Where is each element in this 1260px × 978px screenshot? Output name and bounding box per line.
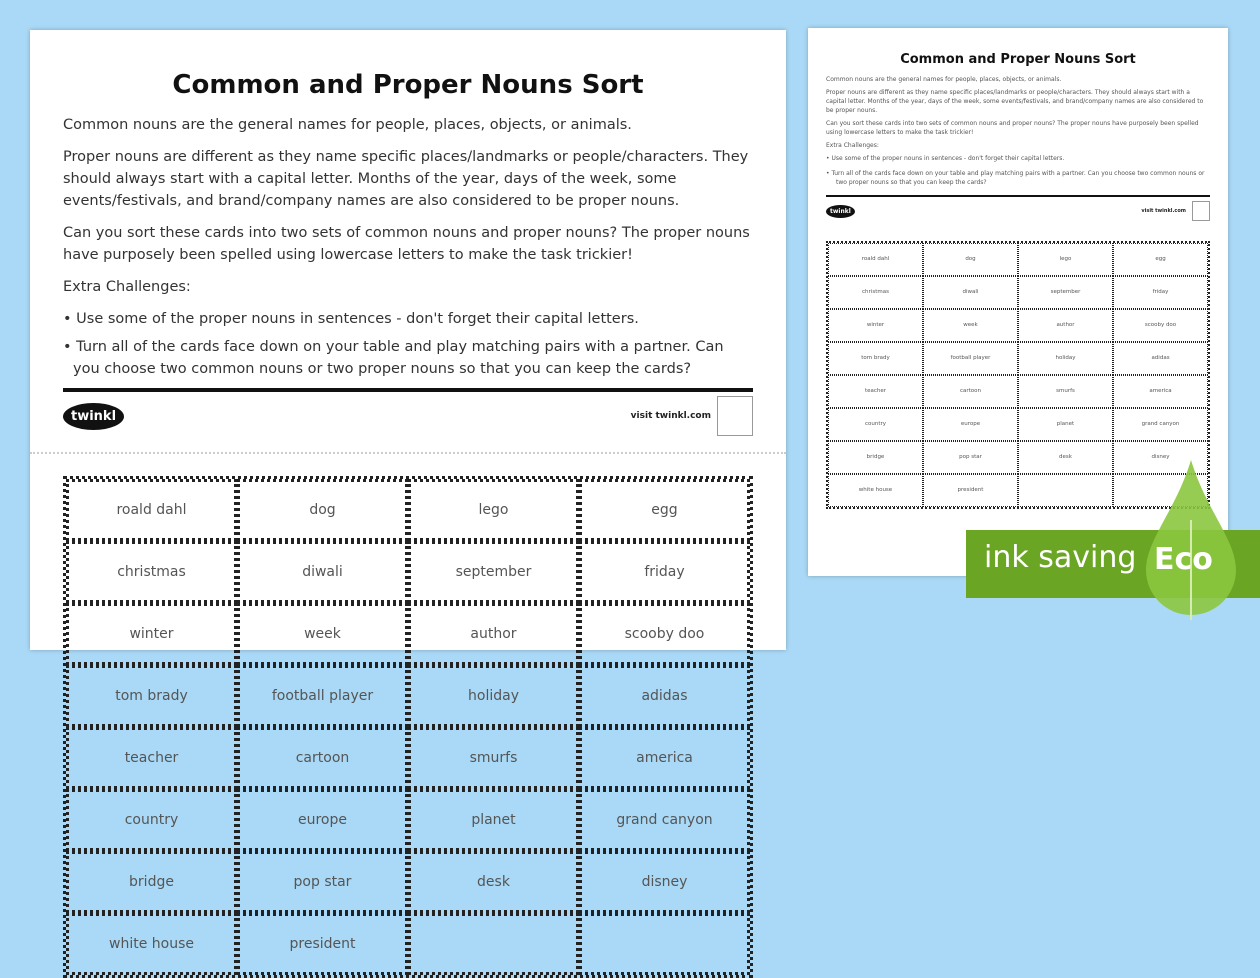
visit-link: visit twinkl.com xyxy=(1141,208,1186,214)
noun-card: adidas xyxy=(579,665,750,727)
noun-card: september xyxy=(1018,276,1113,309)
noun-card xyxy=(408,913,579,975)
noun-card: friday xyxy=(579,541,750,603)
noun-card: friday xyxy=(1113,276,1208,309)
noun-card: smurfs xyxy=(408,727,579,789)
noun-card: football player xyxy=(923,342,1018,375)
worksheet-title: Common and Proper Nouns Sort xyxy=(900,52,1136,67)
noun-card: diwali xyxy=(237,541,408,603)
noun-card: winter xyxy=(828,309,923,342)
noun-card: september xyxy=(408,541,579,603)
noun-card: white house xyxy=(66,913,237,975)
eco-ink-saving-banner xyxy=(966,530,1260,598)
paragraph: Proper nouns are different as they name specific places/landmarks or people/characters. They should always start with a capital letter. Months of the year, days of the week, some events/festivals, and brand/company names are also considered to be proper nouns. xyxy=(826,89,1204,114)
noun-card: planet xyxy=(408,789,579,851)
noun-card: lego xyxy=(408,479,579,541)
noun-card: grand canyon xyxy=(1113,408,1208,441)
noun-card: christmas xyxy=(828,276,923,309)
noun-card: bridge xyxy=(828,441,923,474)
noun-card: scooby doo xyxy=(1113,309,1208,342)
visit-link: visit twinkl.com xyxy=(630,411,711,421)
noun-card: disney xyxy=(1113,441,1208,474)
noun-card: president xyxy=(237,913,408,975)
noun-card: president xyxy=(923,474,1018,507)
noun-card xyxy=(1018,474,1113,507)
noun-card: grand canyon xyxy=(579,789,750,851)
noun-card: tom brady xyxy=(828,342,923,375)
noun-card: week xyxy=(237,603,408,665)
noun-card: winter xyxy=(66,603,237,665)
noun-card: america xyxy=(579,727,750,789)
paragraph: Extra Challenges: xyxy=(63,279,191,295)
noun-card: teacher xyxy=(66,727,237,789)
noun-card: roald dahl xyxy=(828,243,923,276)
noun-card: football player xyxy=(237,665,408,727)
challenge-item: • Use some of the proper nouns in sentences - don't forget their capital letters. xyxy=(826,154,1210,163)
noun-card: lego xyxy=(1018,243,1113,276)
noun-card: diwali xyxy=(923,276,1018,309)
noun-card: adidas xyxy=(1113,342,1208,375)
noun-card: cartoon xyxy=(923,375,1018,408)
noun-card: cartoon xyxy=(237,727,408,789)
noun-card: white house xyxy=(828,474,923,507)
challenge-item: • Turn all of the cards face down on your table and play matching pairs with a partner. Can you choose two common nouns or two proper nouns so that you can keep the cards? xyxy=(63,336,753,380)
paragraph: Proper nouns are different as they name specific places/landmarks or people/characters. They should always start with a capital letter. Months of the year, days of the week, some events/festivals, and brand/company names are also considered to be proper nouns. xyxy=(63,149,749,209)
noun-card: bridge xyxy=(66,851,237,913)
noun-card xyxy=(579,913,750,975)
noun-card: planet xyxy=(1018,408,1113,441)
worksheet-page-large xyxy=(30,30,786,952)
noun-card: egg xyxy=(579,479,750,541)
noun-card: pop star xyxy=(923,441,1018,474)
noun-card: country xyxy=(66,789,237,851)
noun-card: teacher xyxy=(828,375,923,408)
leaf-drop-icon xyxy=(1146,460,1236,620)
noun-card: europe xyxy=(237,789,408,851)
card-grid xyxy=(63,476,753,978)
noun-card: christmas xyxy=(66,541,237,603)
noun-card: europe xyxy=(923,408,1018,441)
noun-card: scooby doo xyxy=(579,603,750,665)
noun-card: disney xyxy=(579,851,750,913)
noun-card: smurfs xyxy=(1018,375,1113,408)
noun-card: tom brady xyxy=(66,665,237,727)
footer xyxy=(826,197,1210,225)
paragraph: Common nouns are the general names for people, places, objects, or animals. xyxy=(826,76,1062,83)
noun-card: dog xyxy=(923,243,1018,276)
paragraph: Common nouns are the general names for people, places, objects, or animals. xyxy=(63,117,632,133)
twinkl-logo: twinkl xyxy=(826,205,855,218)
quality-badge-icon xyxy=(717,396,753,436)
ink-saving-text: ink saving xyxy=(984,540,1137,575)
noun-card: author xyxy=(408,603,579,665)
challenge-item: • Turn all of the cards face down on your table and play matching pairs with a partner. Can you choose two common nouns or two proper nouns so that you can keep the cards? xyxy=(826,169,1210,187)
noun-card: desk xyxy=(1018,441,1113,474)
noun-card: roald dahl xyxy=(66,479,237,541)
challenge-list xyxy=(63,308,753,380)
challenge-item: • Use some of the proper nouns in sentences - don't forget their capital letters. xyxy=(63,308,753,330)
eco-label: Eco xyxy=(1154,542,1213,577)
paragraph: Extra Challenges: xyxy=(826,142,879,149)
noun-card: america xyxy=(1113,375,1208,408)
paragraph: Can you sort these cards into two sets of common nouns and proper nouns? The proper nouns have purposely been spelled using lowercase letters to make the task trickier! xyxy=(826,120,1199,136)
quality-badge-icon xyxy=(1192,201,1210,221)
challenge-list xyxy=(826,154,1210,187)
worksheet-title: Common and Proper Nouns Sort xyxy=(172,70,644,100)
noun-card: week xyxy=(923,309,1018,342)
paragraph: Can you sort these cards into two sets of common nouns and proper nouns? The proper nouns have purposely been spelled using lowercase letters to make the task trickier! xyxy=(63,225,750,263)
noun-card: desk xyxy=(408,851,579,913)
noun-card: egg xyxy=(1113,243,1208,276)
noun-card: holiday xyxy=(1018,342,1113,375)
noun-card: country xyxy=(828,408,923,441)
cut-line xyxy=(30,452,786,454)
footer xyxy=(63,392,753,440)
noun-card: author xyxy=(1018,309,1113,342)
noun-card: dog xyxy=(237,479,408,541)
noun-card: pop star xyxy=(237,851,408,913)
noun-card: holiday xyxy=(408,665,579,727)
twinkl-logo: twinkl xyxy=(63,403,124,430)
